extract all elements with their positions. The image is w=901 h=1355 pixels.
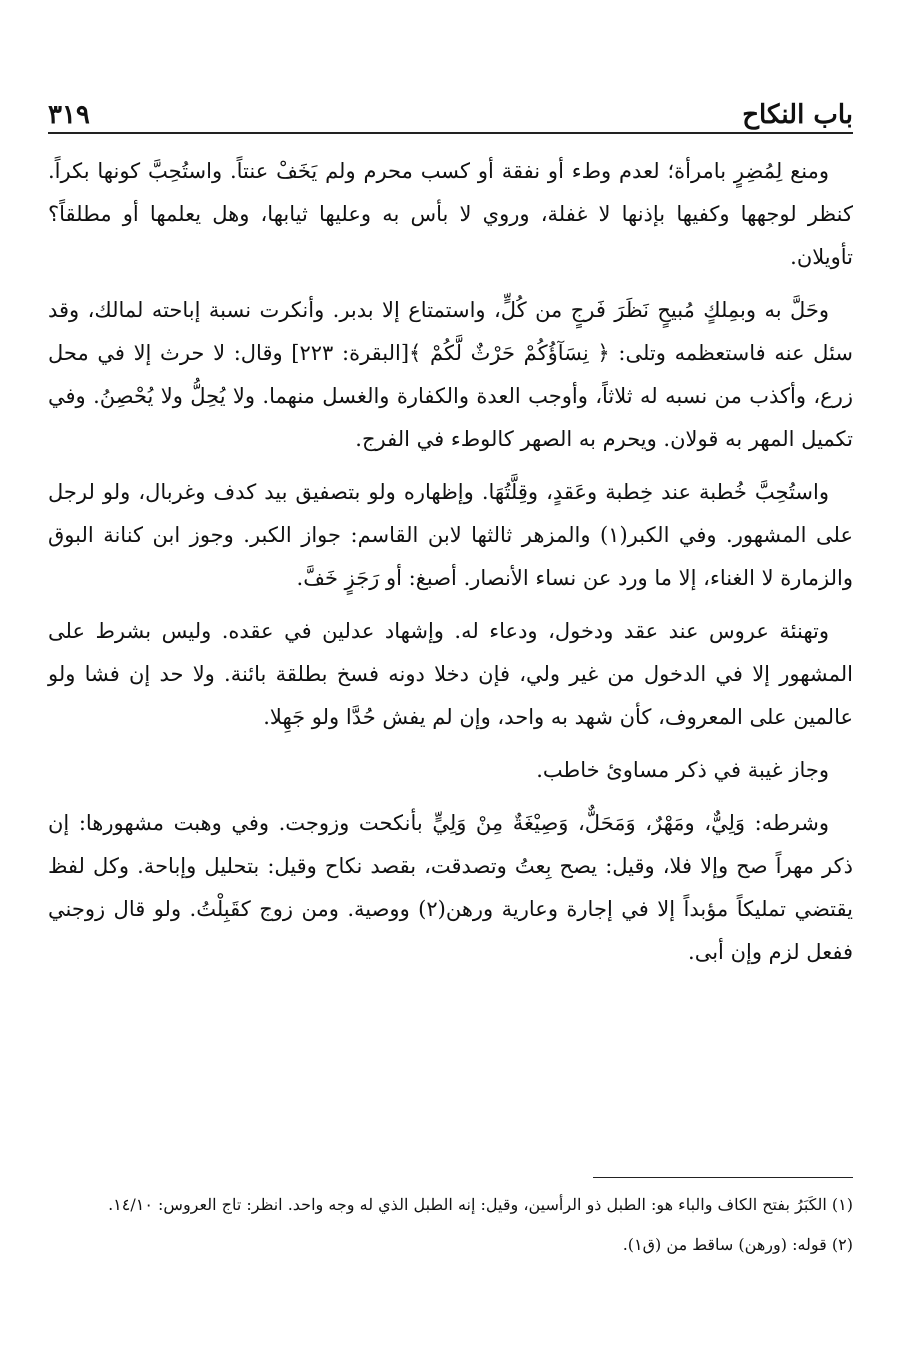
paragraph: واستُحِبَّ خُطبة عند خِطبة وعَقدٍ، وقِلَّتُهَا. وإظهاره ولو بتصفيق بيد كدف وغربال، ولو لرجل على المشهور. وفي الكبر(١) والمزهر ثالثها لابن القاسم: جواز الكبر. وجوز ابن كنانة البوق والزمارة لا الغناء، إلا ما ورد عن نساء الأنصار. أصبغ: أو رَجَزٍ خَفَّ.: [48, 480, 853, 590]
footnotes: [48, 1190, 853, 1270]
paragraph: وشرطه: وَلِيٌّ، ومَهْرٌ، وَمَحَلٌّ، وَصِيْغَةٌ مِنْ وَلِيٍّ بأنكحت وزوجت. وفي وهبت مشهورها: إن ذكر مهراً صح وإلا فلا، وقيل: يصح بِعتُ وتصدقت، بقصد نكاح وقيل: بتحليل وإباحة. وكل لفظ يقتضي تمليكاً مؤبداً إلا في إجارة وعارية ورهن(٢) ووصية. ومن زوج كقَبِلْتُ. ولو قال زوجني ففعل لزم وإن أبى.: [48, 811, 853, 964]
footnote: (١) الكَبَرُ بفتح الكاف والباء هو: الطبل ذو الرأسين، وقيل: إنه الطبل الذي له وجه واحد. انظر: تاج العروس: ١٤/١٠.: [108, 1195, 853, 1214]
main-text: [48, 150, 853, 984]
footnote: (٢) قوله: (ورهن) ساقط من (ق١).: [622, 1235, 853, 1254]
running-title: باب النكاح: [742, 100, 853, 130]
footnote-separator: [593, 1177, 853, 1178]
paragraph: وجاز غيبة في ذكر مساوئ خاطب.: [536, 758, 829, 782]
paragraph: وتهنئة عروس عند عقد ودخول، ودعاء له. وإشهاد عدلين في عقده. وليس بشرط على المشهور إلا في الدخول من غير ولي، فإن دخلا دونه فسخ بطلقة بائنة. ولا حد إن فشا ولو عالمين على المعروف، كأن شهد به واحد، وإن لم يفش حُدَّا ولو جَهِلا.: [48, 619, 853, 729]
paragraph: ومنع لِمُضِرٍ بامرأة؛ لعدم وطء أو نفقة أو كسب محرم ولم يَخَفْ عنتاً. واستُحِبَّ كونها بكراً. كنظر لوجهها وكفيها بإذنها لا غفلة، وروي لا بأس به وعليها ثيابها، وهل يعلمها أو مطلقاً؟ تأويلان.: [48, 159, 853, 269]
page-number: ٣١٩: [48, 100, 90, 130]
paragraph: وحَلَّ به وبمِلكٍ مُبيحٍ نَظَرَ فَرجٍ من كُلٍّ، واستمتاع إلا بدبر. وأنكرت نسبة إباحته لمالك، وقد سئل عنه فاستعظمه وتلى: ﴿ نِسَآؤُكُمْ حَرْثٌ لَّكُمْ ﴾[البقرة: ٢٢٣] وقال: لا حرث إلا في محل زرع، وأكذب من نسبه له ثلاثاً، وأوجب العدة والكفارة والغسل منهما. ولا يُحِلُّ ولا يُحْصِنُ. وفي تكميل المهر به قولان. ويحرم به الصهر كالوطء في الفرج.: [48, 298, 853, 451]
page-header: [48, 82, 853, 130]
header-rule: [48, 132, 853, 134]
